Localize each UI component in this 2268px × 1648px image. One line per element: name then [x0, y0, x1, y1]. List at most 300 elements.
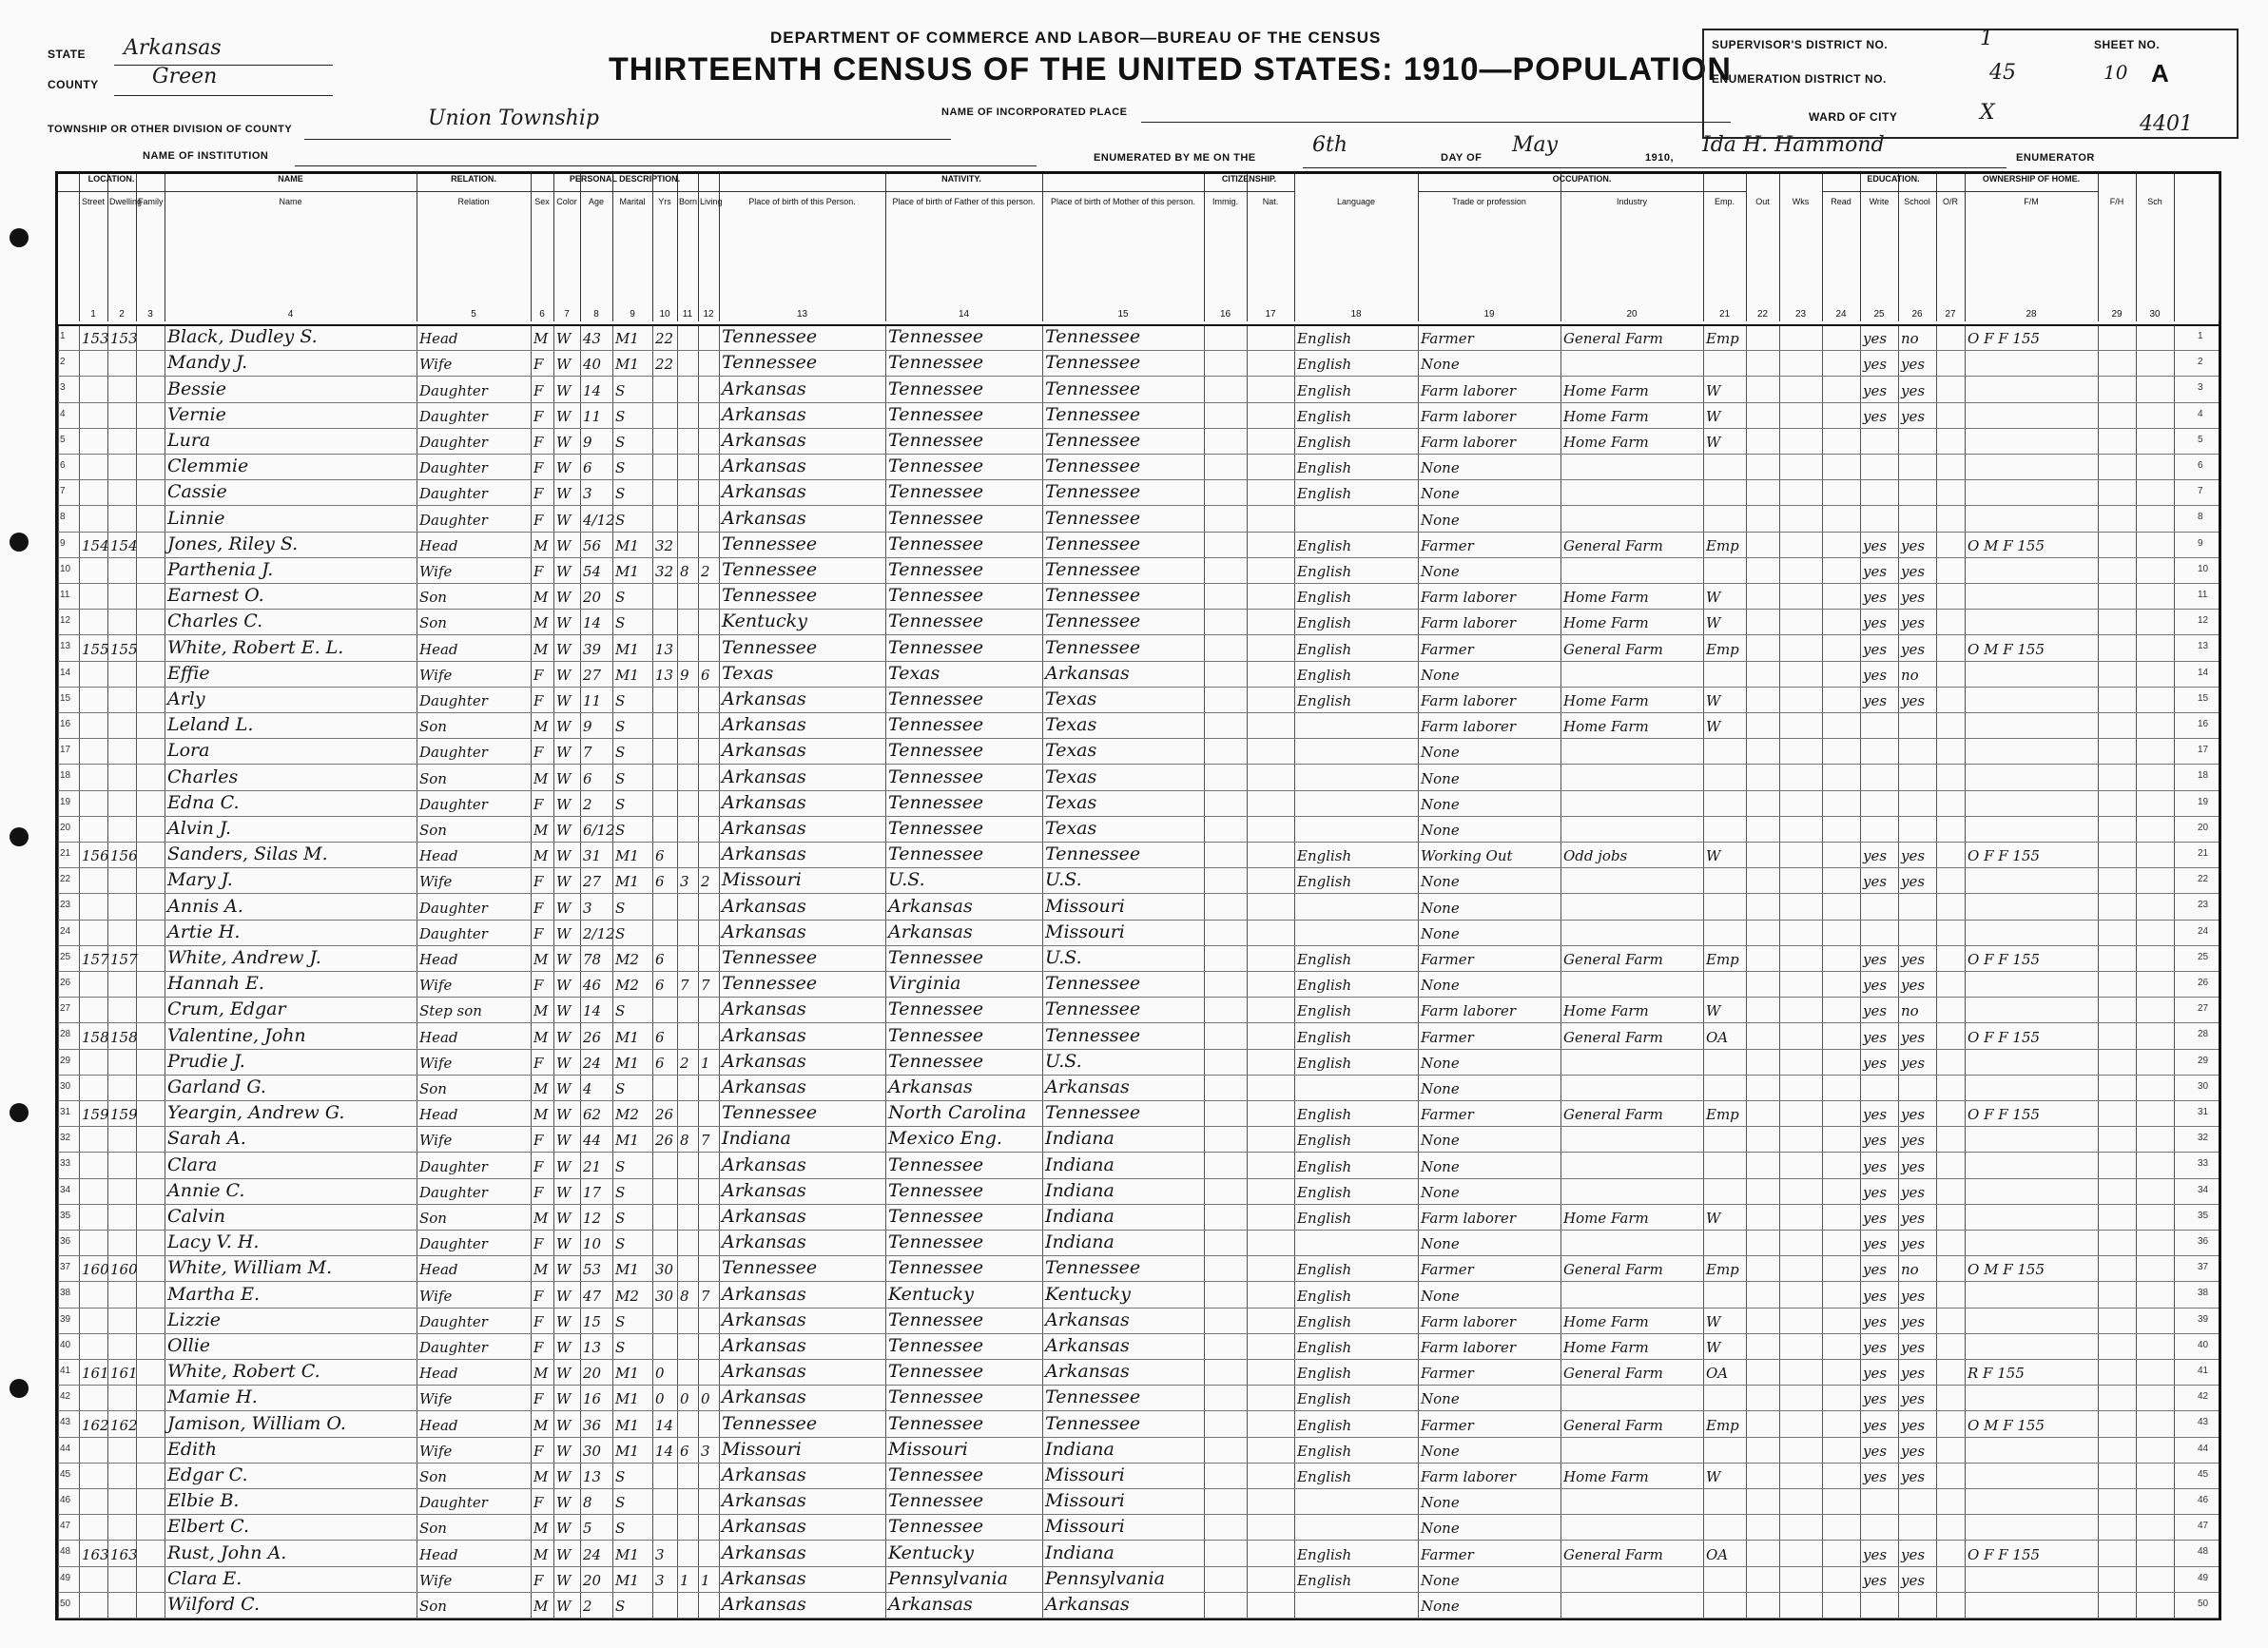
- cell-color: W: [556, 562, 572, 580]
- cell-occ: None: [1421, 873, 1460, 891]
- cell-fbp: Kentucky: [888, 1283, 974, 1305]
- table-row: [58, 1281, 2219, 1307]
- cell-wr: yes: [1901, 562, 1926, 580]
- cell-rd: yes: [1863, 1209, 1888, 1227]
- cell-age: 53: [583, 1261, 602, 1279]
- cell-fbp: Tennessee: [888, 1516, 984, 1538]
- cell-mbp: Indiana: [1045, 1154, 1115, 1175]
- line-number: 33: [60, 1158, 71, 1170]
- cell-mbp: Indiana: [1045, 1438, 1115, 1460]
- cell-name: Black, Dudley S.: [167, 326, 318, 348]
- cell-mbp: Texas: [1045, 817, 1097, 839]
- column-number: 18: [1350, 309, 1362, 320]
- cell-sex: F: [533, 1054, 544, 1072]
- cell-lang: English: [1297, 977, 1352, 995]
- cell-name: Calvin: [167, 1205, 225, 1227]
- cell-wr: yes: [1901, 950, 1926, 968]
- line-number: 15: [2198, 692, 2209, 704]
- cell-mbp: Tennessee: [1045, 973, 1141, 995]
- column-header: [1247, 174, 1295, 321]
- column-header: [885, 174, 1043, 321]
- cell-emp: W: [1706, 407, 1721, 425]
- cell-color: W: [556, 1494, 572, 1512]
- cell-occ: None: [1421, 924, 1460, 942]
- institution-label: NAME OF INSTITUTION: [143, 150, 269, 162]
- cell-fbp: Tennessee: [888, 558, 984, 580]
- line-number: 17: [60, 745, 71, 756]
- cell-wr: no: [1901, 1002, 1919, 1020]
- enumerated-label: ENUMERATED BY ME ON THE: [1094, 152, 1256, 164]
- cell-age: 21: [583, 1157, 602, 1175]
- cell-wr: yes: [1901, 536, 1926, 554]
- table-row: [58, 920, 2219, 945]
- department-heading: DEPARTMENT OF COMMERCE AND LABOR—BUREAU OF THE CENSUS: [770, 29, 1382, 47]
- cell-fbp: Tennessee: [888, 533, 984, 554]
- line-number: 16: [60, 719, 71, 729]
- line-number: 38: [60, 1288, 71, 1299]
- cell-yrs: 22: [655, 356, 674, 374]
- line-number: 43: [60, 1417, 71, 1428]
- cell-color: W: [556, 1467, 572, 1485]
- cell-wr: yes: [1901, 407, 1926, 425]
- line-number: 40: [2198, 1339, 2209, 1350]
- cell-bp: Tennessee: [722, 352, 818, 374]
- cell-sex: M: [533, 640, 549, 658]
- cell-age: 2: [583, 1597, 592, 1615]
- line-number: 41: [2198, 1366, 2209, 1376]
- cell-own: R F 155: [1968, 1365, 2025, 1383]
- cell-name: Alvin J.: [167, 817, 232, 839]
- cell-age: 43: [583, 330, 602, 348]
- column-header: [1042, 174, 1205, 321]
- column-header: [417, 174, 532, 321]
- line-number: 25: [60, 951, 71, 962]
- cell-rel: Step son: [419, 1002, 482, 1020]
- cell-rd: yes: [1863, 536, 1888, 554]
- cell-sex: F: [533, 459, 544, 477]
- cell-color: W: [556, 744, 572, 762]
- cell-emp: W: [1706, 589, 1721, 607]
- table-row: [58, 350, 2219, 376]
- cell-fam: 158: [110, 1028, 138, 1046]
- cell-occ: Farmer: [1421, 950, 1474, 968]
- cell-dw: 160: [82, 1261, 109, 1279]
- cell-liv: 1: [701, 1571, 710, 1589]
- cell-liv: 2: [701, 562, 710, 580]
- cell-bp: Arkansas: [722, 1024, 806, 1046]
- cell-lang: English: [1297, 847, 1352, 865]
- cell-sex: M: [533, 589, 549, 607]
- cell-lang: English: [1297, 562, 1352, 580]
- line-number: 27: [60, 1003, 71, 1015]
- cell-age: 46: [583, 977, 602, 995]
- column-header-label: Born: [679, 197, 698, 206]
- cell-liv: 1: [701, 1054, 710, 1072]
- table-row: [58, 479, 2219, 505]
- supervisor-value: 1: [1980, 27, 1993, 50]
- cell-fbp: Tennessee: [888, 1231, 984, 1253]
- cell-name: Edna C.: [167, 791, 240, 813]
- cell-mbp: Arkansas: [1045, 662, 1130, 684]
- cell-bp: Arkansas: [722, 1334, 806, 1356]
- cell-fam: 156: [110, 847, 138, 865]
- cell-age: 47: [583, 1287, 602, 1305]
- cell-color: W: [556, 1002, 572, 1020]
- cell-occ: Farm laborer: [1421, 718, 1517, 736]
- cell-sex: M: [533, 1028, 549, 1046]
- cell-bp: Arkansas: [722, 817, 806, 839]
- cell-bp: Arkansas: [722, 688, 806, 709]
- column-header-label: Sex: [534, 197, 550, 206]
- cell-wr: no: [1901, 330, 1919, 348]
- column-header-label: Place of birth of Father of this person.: [892, 197, 1036, 206]
- cell-own: O M F 155: [1968, 640, 2045, 658]
- table-row: [58, 1566, 2219, 1592]
- cell-mar: M1: [615, 847, 639, 865]
- cell-wr: yes: [1901, 1106, 1926, 1124]
- cell-bp: Tennessee: [722, 946, 818, 968]
- column-header: [1418, 174, 1561, 321]
- cell-fbp: Tennessee: [888, 1309, 984, 1330]
- line-number: 19: [60, 796, 71, 807]
- cell-sex: F: [533, 977, 544, 995]
- cell-color: W: [556, 873, 572, 891]
- cell-mbp: Tennessee: [1045, 481, 1141, 503]
- column-header-label: Out: [1755, 197, 1770, 206]
- line-number: 9: [60, 537, 66, 549]
- line-number: 6: [60, 460, 66, 471]
- cell-lang: English: [1297, 330, 1352, 348]
- line-number: 5: [60, 434, 66, 445]
- cell-mar: M1: [615, 1054, 639, 1072]
- cell-rd: yes: [1863, 614, 1888, 632]
- cell-bp: Arkansas: [722, 921, 806, 942]
- cell-fbp: Tennessee: [888, 1386, 984, 1408]
- cell-age: 7: [583, 744, 592, 762]
- cell-wr: yes: [1901, 1183, 1926, 1201]
- cell-rd: yes: [1863, 873, 1888, 891]
- table-row: [58, 1410, 2219, 1436]
- cell-fbp: Tennessee: [888, 403, 984, 425]
- cell-wr: yes: [1901, 873, 1926, 891]
- cell-name: Sanders, Silas M.: [167, 843, 328, 865]
- cell-age: 16: [583, 1390, 602, 1408]
- line-number: 18: [2198, 770, 2209, 782]
- cell-rel: Son: [419, 589, 447, 607]
- column-header: [2098, 174, 2137, 321]
- cell-yrs: 32: [655, 536, 674, 554]
- cell-name: Effie: [167, 662, 210, 684]
- column-header-label: Place of birth of this Person.: [748, 197, 856, 206]
- column-header: [1898, 174, 1937, 321]
- cell-mar: M1: [615, 1545, 639, 1563]
- cell-age: 20: [583, 1365, 602, 1383]
- cell-fbp: Pennsylvania: [888, 1567, 1008, 1589]
- cell-bp: Arkansas: [722, 791, 806, 813]
- cell-age: 14: [583, 381, 602, 399]
- cell-fbp: Virginia: [888, 973, 961, 995]
- table-row: [58, 1049, 2219, 1075]
- cell-ind: General Farm: [1563, 1416, 1663, 1434]
- cell-age: 56: [583, 536, 602, 554]
- cell-color: W: [556, 356, 572, 374]
- column-header-label: School: [1904, 197, 1930, 206]
- cell-occ: Farm laborer: [1421, 1338, 1517, 1356]
- census-table: [55, 171, 2221, 1620]
- cell-rd: yes: [1863, 1312, 1888, 1330]
- column-group-header: OCCUPATION.: [1418, 174, 1746, 192]
- enumerator-name: Ida H. Hammond: [1702, 133, 1885, 157]
- cell-mbp: Tennessee: [1045, 352, 1141, 374]
- cell-age: 30: [583, 1442, 602, 1460]
- cell-rel: Head: [419, 950, 458, 968]
- column-number: 12: [703, 309, 714, 320]
- cell-rel: Wife: [419, 356, 453, 374]
- cell-ind: Home Farm: [1563, 691, 1649, 709]
- column-header-label: Trade or profession: [1452, 197, 1526, 206]
- line-number: 1: [60, 331, 66, 341]
- table-row: [58, 1152, 2219, 1177]
- cell-sex: F: [533, 1132, 544, 1150]
- cell-wr: yes: [1901, 1545, 1926, 1563]
- line-number: 8: [60, 512, 66, 523]
- table-row: [58, 687, 2219, 712]
- column-header: [698, 174, 723, 321]
- cell-color: W: [556, 1287, 572, 1305]
- cell-color: W: [556, 1235, 572, 1253]
- cell-fbp: Tennessee: [888, 456, 984, 477]
- cell-mar: S: [615, 795, 626, 813]
- cell-mar: S: [615, 1597, 626, 1615]
- cell-dw: 161: [82, 1365, 109, 1383]
- cell-rd: yes: [1863, 330, 1888, 348]
- state-value: Arkansas: [124, 36, 222, 60]
- cell-ind: General Farm: [1563, 536, 1663, 554]
- line-number: 24: [60, 925, 71, 937]
- cell-yrs: 6: [655, 977, 665, 995]
- cell-sex: F: [533, 1494, 544, 1512]
- cell-color: W: [556, 536, 572, 554]
- cell-fam: 153: [110, 330, 138, 348]
- cell-bp: Arkansas: [722, 1179, 806, 1201]
- page-title: THIRTEENTH CENSUS OF THE UNITED STATES: 1910—POPULATION: [609, 51, 1732, 87]
- sheet-value: 10: [2103, 61, 2128, 84]
- cell-wr: yes: [1901, 589, 1926, 607]
- cell-mar: S: [615, 924, 626, 942]
- cell-bp: Arkansas: [722, 1593, 806, 1615]
- cell-fbp: Tennessee: [888, 714, 984, 736]
- cell-sex: M: [533, 718, 549, 736]
- column-group-header: OWNERSHIP OF HOME.: [1965, 174, 2098, 192]
- column-header: [553, 174, 581, 321]
- table-row: [58, 1592, 2219, 1618]
- cell-color: W: [556, 1571, 572, 1589]
- cell-age: 24: [583, 1545, 602, 1563]
- cell-dw: 163: [82, 1545, 109, 1563]
- cell-name: Lora: [167, 740, 210, 762]
- cell-ind: Home Farm: [1563, 718, 1649, 736]
- cell-occ: None: [1421, 1157, 1460, 1175]
- table-row: [58, 505, 2219, 531]
- cell-age: 4/12: [583, 511, 615, 529]
- cell-ind: Home Farm: [1563, 381, 1649, 399]
- cell-occ: None: [1421, 1494, 1460, 1512]
- column-header-label: Sch: [2147, 197, 2162, 206]
- table-row: [58, 945, 2219, 971]
- cell-mar: S: [615, 1467, 626, 1485]
- line-number: 44: [60, 1443, 71, 1454]
- cell-bp: Tennessee: [722, 533, 818, 554]
- table-row: [58, 376, 2219, 401]
- line-number: 15: [60, 692, 71, 704]
- cell-sex: F: [533, 666, 544, 684]
- cell-yrs: 0: [655, 1390, 665, 1408]
- line-number: 12: [60, 615, 71, 627]
- column-header: [1822, 174, 1861, 321]
- cell-rel: Daughter: [419, 924, 488, 942]
- cell-sex: F: [533, 1442, 544, 1460]
- column-number: 29: [2111, 309, 2123, 320]
- cell-sex: F: [533, 1338, 544, 1356]
- line-number: 20: [2198, 822, 2209, 833]
- cell-fam: 157: [110, 950, 138, 968]
- line-number: 23: [2198, 900, 2209, 911]
- column-number: 17: [1265, 309, 1276, 320]
- column-header-label: Wks: [1792, 197, 1810, 206]
- cell-rd: yes: [1863, 950, 1888, 968]
- cell-name: Mary J.: [167, 869, 233, 891]
- row-rule: [58, 1618, 2219, 1619]
- column-number: 24: [1835, 309, 1847, 320]
- cell-fam: 162: [110, 1416, 138, 1434]
- cell-own: O M F 155: [1968, 536, 2045, 554]
- cell-occ: Farm laborer: [1421, 1312, 1517, 1330]
- cell-fam: 163: [110, 1545, 138, 1563]
- cell-occ: Farm laborer: [1421, 433, 1517, 451]
- line-number: 23: [60, 900, 71, 911]
- cell-rel: Head: [419, 536, 458, 554]
- cell-occ: Farm laborer: [1421, 1467, 1517, 1485]
- cell-liv: 7: [701, 1287, 710, 1305]
- cell-mbp: Texas: [1045, 740, 1097, 762]
- cell-lang: English: [1297, 1390, 1352, 1408]
- cell-mar: M1: [615, 1416, 639, 1434]
- cell-rel: Wife: [419, 1287, 453, 1305]
- cell-bp: Arkansas: [722, 1490, 806, 1512]
- cell-fbp: Tennessee: [888, 1334, 984, 1356]
- cell-mbp: Tennessee: [1045, 585, 1141, 607]
- cell-color: W: [556, 1209, 572, 1227]
- table-row: [58, 583, 2219, 609]
- line-number: 38: [2198, 1288, 2209, 1299]
- table-row: [58, 971, 2219, 997]
- cell-sex: M: [533, 1365, 549, 1383]
- cell-emp: W: [1706, 1002, 1721, 1020]
- cell-rd: yes: [1863, 407, 1888, 425]
- cell-rd: yes: [1863, 666, 1888, 684]
- cell-fam: 159: [110, 1106, 138, 1124]
- cell-liv: 0: [701, 1390, 710, 1408]
- cell-age: 2/12: [583, 924, 615, 942]
- cell-bp: Tennessee: [722, 585, 818, 607]
- table-row: [58, 764, 2219, 789]
- column-header-label: F/H: [2109, 197, 2124, 206]
- cell-mar: S: [615, 769, 626, 787]
- cell-rd: yes: [1863, 589, 1888, 607]
- cell-color: W: [556, 1157, 572, 1175]
- year-label: 1910,: [1645, 152, 1675, 164]
- cell-yrs: 32: [655, 562, 674, 580]
- cell-mar: M1: [615, 1028, 639, 1046]
- table-row: [58, 1463, 2219, 1488]
- column-header-label: Marital: [619, 197, 646, 206]
- column-header-label: Street: [81, 197, 105, 206]
- cell-ind: Home Farm: [1563, 1002, 1649, 1020]
- cell-bp: Arkansas: [722, 843, 806, 865]
- cell-emp: W: [1706, 691, 1721, 709]
- cell-sex: F: [533, 1235, 544, 1253]
- cell-wr: yes: [1901, 640, 1926, 658]
- cell-bp: Tennessee: [722, 636, 818, 658]
- cell-age: 13: [583, 1338, 602, 1356]
- divider: [1303, 167, 2006, 168]
- cell-mar: S: [615, 485, 626, 503]
- line-number: 21: [2198, 848, 2209, 859]
- cell-rd: yes: [1863, 1442, 1888, 1460]
- supervisor-label: SUPERVISOR'S DISTRICT NO.: [1712, 38, 1889, 51]
- cell-yrs: 30: [655, 1261, 674, 1279]
- line-number: 24: [2198, 925, 2209, 937]
- cell-mbp: Arkansas: [1045, 1334, 1130, 1356]
- cell-mbp: U.S.: [1045, 946, 1082, 968]
- corner-number: 4401: [2140, 112, 2193, 136]
- cell-age: 2: [583, 795, 592, 813]
- cell-rel: Daughter: [419, 511, 488, 529]
- cell-occ: None: [1421, 459, 1460, 477]
- cell-sex: F: [533, 1571, 544, 1589]
- cell-age: 14: [583, 1002, 602, 1020]
- column-header-label: Color: [556, 197, 577, 206]
- cell-wr: yes: [1901, 1235, 1926, 1253]
- cell-name: Sarah A.: [167, 1128, 246, 1150]
- cell-fbp: Tennessee: [888, 1464, 984, 1485]
- line-number: 9: [2198, 537, 2203, 549]
- line-number: 17: [2198, 745, 2209, 756]
- cell-liv: 7: [701, 1132, 710, 1150]
- cell-color: W: [556, 1106, 572, 1124]
- cell-sex: F: [533, 873, 544, 891]
- cell-color: W: [556, 795, 572, 813]
- column-header-label: Living: [700, 197, 723, 206]
- cell-wr: yes: [1901, 1287, 1926, 1305]
- cell-mbp: Arkansas: [1045, 1309, 1130, 1330]
- cell-rd: yes: [1863, 1287, 1888, 1305]
- cell-born: 8: [680, 562, 689, 580]
- divider: [295, 165, 1037, 166]
- cell-color: W: [556, 589, 572, 607]
- cell-age: 54: [583, 562, 602, 580]
- line-number: 33: [2198, 1158, 2209, 1170]
- cell-mbp: Texas: [1045, 766, 1097, 787]
- cell-fbp: Tennessee: [888, 378, 984, 399]
- cell-lang: English: [1297, 1416, 1352, 1434]
- line-number: 14: [60, 667, 71, 678]
- column-number: 2: [119, 309, 125, 320]
- cell-occ: None: [1421, 899, 1460, 917]
- cell-fbp: Tennessee: [888, 817, 984, 839]
- cell-occ: None: [1421, 744, 1460, 762]
- cell-age: 17: [583, 1183, 602, 1201]
